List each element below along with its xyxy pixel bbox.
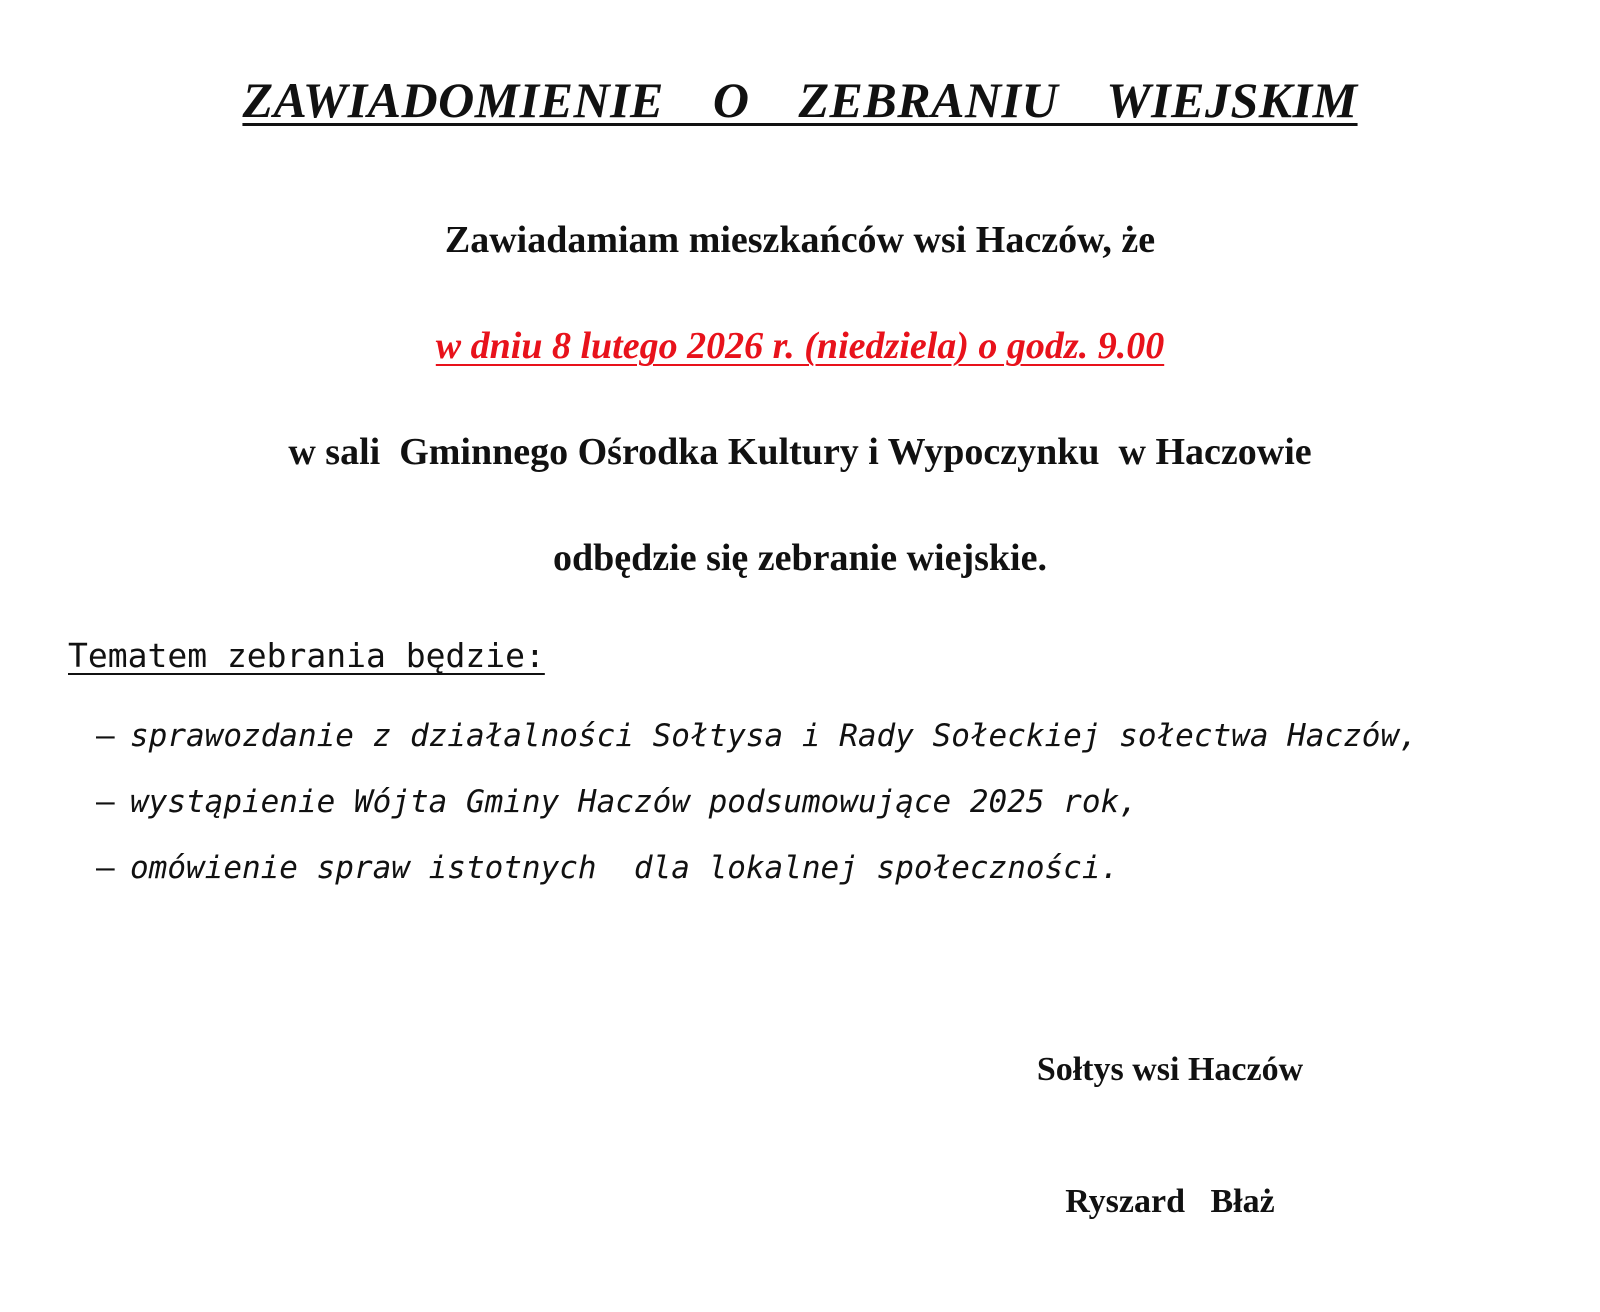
dash-bullet: – bbox=[96, 784, 115, 820]
agenda-heading: Tematem zebrania będzie: bbox=[68, 636, 545, 675]
signature-block bbox=[960, 960, 1380, 1312]
notice-title: ZAWIADOMIENIE O ZEBRANIU WIEJSKIM bbox=[242, 72, 1358, 128]
agenda-item bbox=[96, 848, 1418, 914]
agenda-item bbox=[96, 782, 1418, 848]
dash-bullet: – bbox=[96, 718, 115, 754]
agenda-item-text: sprawozdanie z działalności Sołtysa i Rady Sołeckiej sołectwa Haczów, bbox=[130, 718, 1418, 754]
signature-name: Ryszard Błaż bbox=[1065, 1183, 1275, 1220]
agenda-item bbox=[96, 716, 1418, 782]
meeting-date-time: w dniu 8 lutego 2026 r. (niedziela) o godz. 9.00 bbox=[435, 325, 1165, 367]
dash-bullet: – bbox=[96, 850, 115, 886]
agenda-item-text: omówienie spraw istotnych dla lokalnej społeczności. bbox=[130, 850, 1120, 886]
agenda-list bbox=[96, 716, 1418, 914]
meeting-venue: w sali Gminnego Ośrodka Kultury i Wypoczynku w Haczowie bbox=[288, 431, 1312, 473]
meeting-announcement: odbędzie się zebranie wiejskie. bbox=[553, 537, 1047, 579]
agenda-item-text: wystąpienie Wójta Gminy Haczów podsumowujące 2025 rok, bbox=[130, 784, 1138, 820]
signature-role: Sołtys wsi Haczów bbox=[1036, 1051, 1304, 1088]
intro-text: Zawiadamiam mieszkańców wsi Haczów, że bbox=[444, 219, 1156, 261]
